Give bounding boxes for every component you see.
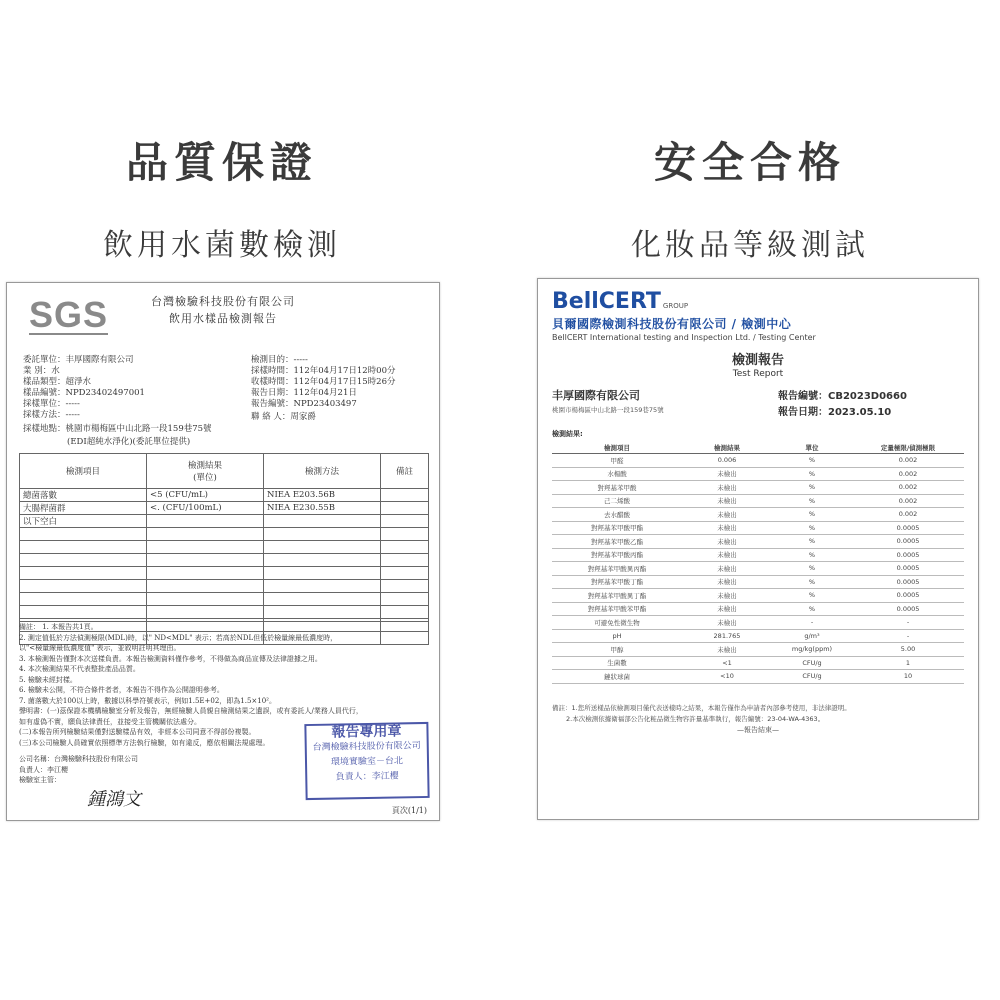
table-cell: 0.0005 [852,589,964,603]
table-cell: g/m³ [772,629,852,643]
table-cell: % [772,521,852,535]
table-cell: 0.0005 [852,521,964,535]
report-stamp [304,722,429,800]
brand-group: GROUP [662,302,689,310]
table-cell: 0.0005 [852,548,964,562]
table-cell: 0.002 [852,494,964,508]
table-cell: 0.0005 [852,562,964,576]
table-cell: 10 [852,670,964,684]
sgs-info-right-line: 報告編號：NPD23403497 [251,399,357,409]
sgs-info-left-line: (EDI超純水淨化)(委託單位提供) [67,437,191,447]
report-date: 報告日期：2023.05.10 [778,407,892,418]
note-line: 公司名稱：台灣檢驗科技股份有限公司 [19,755,138,763]
table-row [20,489,429,502]
note-line: 以"<檢量線最低濃度值" 表示，並敘明註明其理由。 [19,644,181,652]
table-row [552,643,964,657]
results-label: 檢測結果: [552,430,583,438]
report-end: —報告結束— [737,726,779,734]
table-cell [264,515,381,528]
table-row [552,481,964,495]
note-line: 聲明書：(一)茲保證本機構檢驗室分析及報告，無經檢驗人員親自檢測結果之遺誤，或有委託人/業務人員代行， [19,707,363,715]
table-cell: 對羥基苯甲酸乙酯 [552,535,682,549]
sgs-info-right-line: 報告日期：112年04月21日 [251,388,357,398]
stamp-line: 環境實驗室－台北 [330,756,404,768]
table-cell: 0.0005 [852,535,964,549]
table-cell: 鏈狀球菌 [552,670,682,684]
table-cell: <10 [682,670,772,684]
note-line: 3. 本檢測報告僅對本次送樣負責。本報告檢測資料僅作參考，不得做為商品宣傳及法律證據之用。 [19,654,322,663]
empty-row [20,567,429,580]
signature: 鍾鴻文 [87,789,141,810]
table-cell [381,502,429,515]
table-header-cell: 單位 [772,441,852,454]
table-cell: 以下空白 [20,515,147,528]
bellcert-results-table [552,441,964,684]
table-cell: 5.00 [852,643,964,657]
table-cell: NIEA E230.55B [264,502,381,515]
table-cell: 281.765 [682,629,772,643]
table-cell: 0.0005 [852,602,964,616]
table-cell: <1 [682,656,772,670]
table-row [20,502,429,515]
table-cell: NIEA E203.56B [264,489,381,502]
table-cell: 甲醇 [552,643,682,657]
table-cell: 未檢出 [682,589,772,603]
table-cell: 對羥基苯甲酸苯甲酯 [552,602,682,616]
table-cell: 0.002 [852,467,964,481]
table-cell: 未檢出 [682,467,772,481]
note-line: 7. 菌落數大於100以上時，數據以科學符號表示，例如1.5E+02，即為1.5×10²。 [19,696,276,705]
client-name: 丰厚國際有限公司 [552,389,640,402]
table-cell: 0.006 [682,454,772,468]
bellcert-english-name: BellCERT International testing and Inspection Ltd. / Testing Center [552,333,816,342]
brand-name: BellCERT [552,289,661,314]
note-line: (二)本報告所列檢驗結果僅對送驗樣品有效，非經本公司同意不得部份複製。 [19,728,256,736]
table-cell: % [772,494,852,508]
table-cell: - [852,616,964,630]
table-cell: CFU/g [772,670,852,684]
sgs-water-test-report [6,282,440,821]
table-cell [147,515,264,528]
table-cell: - [852,629,964,643]
sgs-info-left-line: 採樣單位：----- [23,399,80,409]
table-cell: % [772,562,852,576]
table-cell: % [772,575,852,589]
stamp-line: 台灣檢驗科技股份有限公司 [312,741,421,753]
table-cell: 0.002 [852,454,964,468]
sgs-report-title: 飲用水樣品檢測報告 [169,312,277,325]
table-cell: 未檢出 [682,602,772,616]
table-cell: 對羥基苯甲酸異丁酯 [552,589,682,603]
page-number: 頁次(1/1) [391,806,427,815]
footnote-line: 備註：1.您所送樣品依檢測項目僅代表送樣時之結果，本報告僅作為申請者內部參考使用，非法律證明。 [552,704,851,712]
table-cell: 未檢出 [682,562,772,576]
client-address: 桃園市楊梅區中山北路一段159巷75號 [552,406,664,414]
table-header-cell: 定量極限/偵測極限 [852,441,964,454]
left-subheading: 飲用水菌數檢測 [103,228,341,263]
table-cell: - [772,616,852,630]
empty-row [20,554,429,567]
note-line: 5. 檢驗未經封樣。 [19,675,77,684]
table-header-cell: 檢測方法 [264,454,381,489]
table-row [552,494,964,508]
table-cell: 0.002 [852,481,964,495]
table-cell: 未檢出 [682,535,772,549]
right-heading: 安全合格 [653,138,846,187]
table-cell: % [772,535,852,549]
table-cell: 對羥基苯甲酸丁酯 [552,575,682,589]
sgs-info-left-line: 樣品編號：NPD23402497001 [23,388,145,398]
table-cell: 未檢出 [682,521,772,535]
bellcert-logo [552,289,688,314]
sgs-info-right-line: 檢測目的：----- [251,355,308,365]
table-row [552,535,964,549]
table-cell: % [772,454,852,468]
table-header-row [20,454,429,489]
table-cell: % [772,602,852,616]
table-cell: 對羥基苯甲酸甲酯 [552,521,682,535]
table-cell: 0.002 [852,508,964,522]
table-row [552,575,964,589]
table-cell: 甲醛 [552,454,682,468]
table-row [552,521,964,535]
bellcert-test-report [537,278,979,820]
table-row [20,515,429,528]
table-cell: <. (CFU/100mL) [147,502,264,515]
sgs-info-right-line: 採樣時間：112年04月17日12時00分 [251,366,396,376]
table-cell: 大腸桿菌群 [20,502,147,515]
right-column-header [540,130,960,264]
right-subheading: 化妝品等級測試 [631,228,869,263]
note-line: 如有虛偽不實，願負法律責任，並接受主管機關依法處分。 [19,717,201,726]
table-cell: % [772,467,852,481]
table-header-cell: 檢測結果 (單位) [147,454,264,489]
stamp-line: 負責人：李江櫻 [335,771,399,783]
note-line: 備註： 1. 本報告共1頁。 [19,623,98,631]
sgs-info-left-line: 採樣方法：----- [23,410,80,420]
table-cell: CFU/g [772,656,852,670]
footnotes [552,703,964,725]
table-cell: 去水醋酸 [552,508,682,522]
sgs-info-left-line: 委託單位：丰厚國際有限公司 [23,355,134,365]
table-cell: pH [552,629,682,643]
table-row [552,589,964,603]
table-row [552,467,964,481]
empty-row [20,528,429,541]
table-cell: 0.0005 [852,575,964,589]
table-row [552,602,964,616]
table-row [552,548,964,562]
table-header-row [552,441,964,454]
table-cell: 未檢出 [682,643,772,657]
table-cell: 總菌落數 [20,489,147,502]
left-column-header [12,130,432,264]
table-cell: 未檢出 [682,616,772,630]
table-cell: 對羥基苯甲酸丙酯 [552,548,682,562]
report-title: 檢測報告 [731,353,784,368]
left-heading: 品質保證 [125,138,318,187]
table-header-cell: 檢測項目 [20,454,147,489]
empty-row [20,593,429,606]
note-line: 負責人：李江櫻 [19,765,68,774]
table-row [552,656,964,670]
table-row [552,508,964,522]
sgs-info-left-line: 樣品類型：超淨水 [23,377,92,387]
sgs-results-table [19,453,429,645]
table-cell: 可避免性微生物 [552,616,682,630]
table-header-cell: 檢測結果 [682,441,772,454]
note-line: 2. 測定值低於方法偵測極限(MDL)時，以" ND<MDL" 表示；若高於NDL但低於檢量線最低濃度時， [19,633,338,642]
table-cell: % [772,548,852,562]
sgs-info-left-line: 採樣地點：桃園市楊梅區中山北路一段159巷75號 [23,424,212,434]
table-cell: 己二烯酸 [552,494,682,508]
table-row [552,616,964,630]
table-header-cell: 備註 [381,454,429,489]
table-cell: 未檢出 [682,481,772,495]
table-cell: 水楊酸 [552,467,682,481]
table-cell: 生菌數 [552,656,682,670]
note-line: (三)本公司檢驗人員確實依照標準方法執行檢驗，如有違反，應依相關法規處理。 [19,738,270,747]
table-cell: 對羥基苯甲酸異丙酯 [552,562,682,576]
note-line: 檢驗室主管： [19,776,61,784]
table-cell: 對羥基苯甲酸 [552,481,682,495]
table-cell: 未檢出 [682,494,772,508]
sgs-logo: SGS [29,294,109,335]
sgs-info-left-line: 業 別：水 [23,366,60,376]
note-line: 4. 本次檢測結果不代表整批產品品質。 [19,665,140,673]
note-line: 6. 檢驗未公開，不符合條件者者，本報告不得作為公開證明參考。 [19,686,224,694]
footnote-line: 2.本次檢測依據衛福部公告化粧品微生物容許量基準執行，報告編號：23-04-WA-4363。 [566,715,825,723]
table-cell: % [772,481,852,495]
table-row [552,562,964,576]
table-cell: 未檢出 [682,548,772,562]
report-title-en: Test Report [732,369,784,379]
table-cell: % [772,508,852,522]
table-row [552,454,964,468]
bellcert-chinese-name: 貝爾國際檢測科技股份有限公司 / 檢測中心 [552,317,792,331]
table-cell [381,515,429,528]
sgs-company-name: 台灣檢驗科技股份有限公司 [151,295,295,308]
table-cell: 未檢出 [682,508,772,522]
table-cell: 未檢出 [682,575,772,589]
table-cell [381,489,429,502]
table-cell: 1 [852,656,964,670]
table-cell: <5 (CFU/mL) [147,489,264,502]
table-header-cell: 檢測項目 [552,441,682,454]
table-cell: mg/kg(ppm) [772,643,852,657]
empty-row [20,580,429,593]
sgs-info-right-line: 聯 絡 人：周家爵 [251,412,316,422]
stamp-line: 報告專用章 [331,723,402,741]
empty-row [20,606,429,619]
table-cell: % [772,589,852,603]
report-number: 報告編號：CB2023D0660 [778,391,907,402]
table-row [552,629,964,643]
empty-row [20,541,429,554]
table-row [552,670,964,684]
sgs-info-right-line: 收樣時間：112年04月17日15時26分 [251,377,396,387]
